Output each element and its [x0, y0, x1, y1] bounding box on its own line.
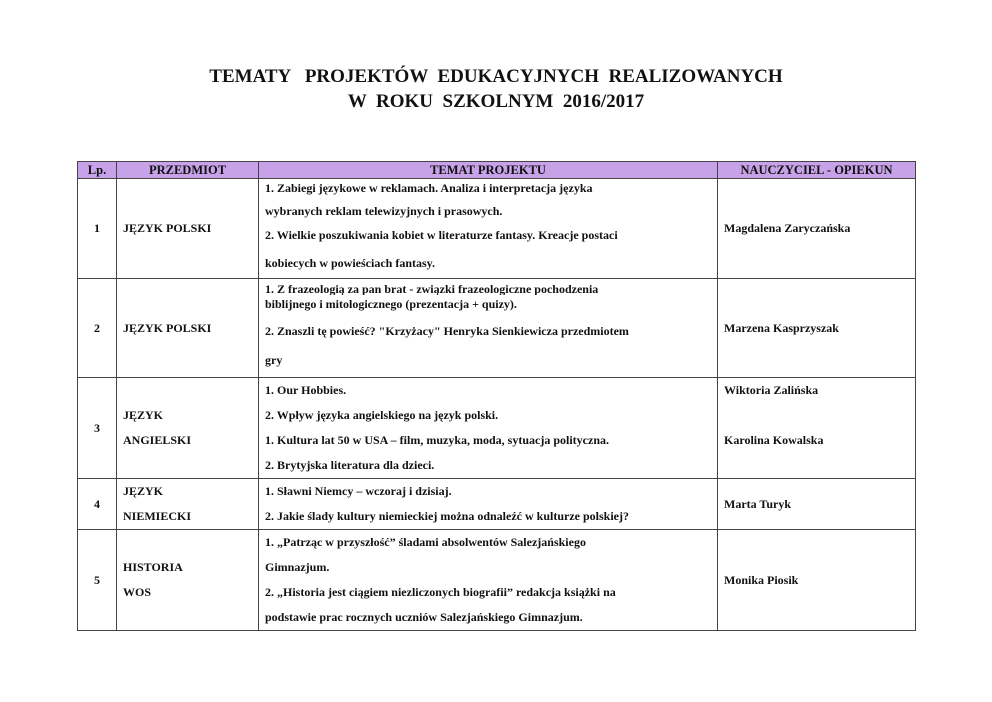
row-topics: [259, 279, 718, 378]
topic-line: 1. Zabiegi językowe w reklamach. Analiza i interpretacja języka: [265, 181, 593, 195]
page-title: [0, 64, 992, 114]
teacher-name: Karolina Kowalska: [724, 433, 824, 447]
topic-line: wybranych reklam telewizyjnych i prasowych.: [265, 204, 503, 218]
topic-line: 2. Wpływ języka angielskiego na język polski.: [265, 408, 499, 422]
teacher-name: Wiktoria Zalińska: [724, 383, 819, 397]
teacher-name: Monika Piosik: [724, 572, 799, 587]
subject-line: HISTORIA: [123, 560, 183, 574]
topic-line: 1. Our Hobbies.: [265, 383, 347, 397]
table-row: [78, 479, 916, 530]
row-subject: [117, 530, 259, 631]
topic-line: 1. „Patrząc w przyszłość” śladami absolwentów Salezjańskiego: [265, 535, 586, 549]
row-number: 5: [78, 530, 117, 631]
topic-line: 1. Z frazeologią za pan brat - związki frazeologiczne pochodzenia: [265, 282, 599, 295]
table-header-row: [78, 162, 916, 179]
header-topic: TEMAT PROJEKTU: [259, 162, 718, 179]
row-subject: [117, 179, 259, 279]
row-teacher: [718, 530, 916, 631]
topic-line: podstawie prac rocznych uczniów Salezjańskiego Gimnazjum.: [265, 610, 583, 624]
row-subject: [117, 479, 259, 530]
subject-line: JĘZYK: [123, 408, 164, 422]
subject-line: JĘZYK POLSKI: [123, 221, 212, 235]
topic-line: 2. Wielkie poszukiwania kobiet w literaturze fantasy. Kreacje postaci: [265, 228, 618, 242]
topic-line: 2. Jakie ślady kultury niemieckiej można odnaleźć w kulturze polskiej?: [265, 509, 629, 523]
title-line-1: TEMATY PROJEKTÓW EDUKACYJNYCH REALIZOWANYCH: [209, 66, 783, 87]
row-teacher: [718, 479, 916, 530]
spacer: [718, 403, 915, 428]
title-line-2: W ROKU SZKOLNYM 2016/2017: [347, 91, 645, 112]
subject-line: NIEMIECKI: [123, 509, 192, 523]
teacher-name: Magdalena Zaryczańska: [724, 221, 851, 235]
topic-line: 2. Brytyjska literatura dla dzieci.: [265, 458, 435, 472]
topic-line: 1. Kultura lat 50 w USA – film, muzyka, moda, sytuacja polityczna.: [265, 433, 610, 447]
teacher-name: Marta Turyk: [724, 496, 792, 511]
row-topics: [259, 179, 718, 279]
row-teacher: [718, 279, 916, 378]
row-topics: [259, 378, 718, 479]
topic-line: gry: [265, 353, 283, 367]
row-number: 4: [78, 479, 117, 530]
subject-line: ANGIELSKI: [123, 433, 192, 447]
header-teacher: NAUCZYCIEL - OPIEKUN: [718, 162, 916, 179]
topic-line: kobiecych w powieściach fantasy.: [265, 256, 436, 270]
row-teacher: [718, 378, 916, 479]
row-subject: [117, 378, 259, 479]
row-number: 3: [78, 378, 117, 479]
table-row: [78, 179, 916, 279]
subject-line: JĘZYK POLSKI: [123, 320, 212, 335]
topic-line: Gimnazjum.: [265, 560, 330, 574]
topic-line: 2. Znaszli tę powieść? "Krzyżacy" Henryka Sienkiewicza przedmiotem: [265, 324, 629, 338]
row-number: 2: [78, 279, 117, 378]
topic-line: biblijnego i mitologicznego (prezentacja + quizy).: [265, 297, 517, 311]
header-subject: PRZEDMIOT: [117, 162, 259, 179]
row-topics: [259, 479, 718, 530]
header-lp: Lp.: [78, 162, 117, 179]
topic-line: 2. „Historia jest ciągiem niezliczonych biografii” redakcja książki na: [265, 585, 616, 599]
projects-table: [77, 161, 916, 631]
subject-line: WOS: [123, 585, 152, 599]
subject-line: JĘZYK: [123, 484, 164, 498]
table-row: [78, 530, 916, 631]
row-subject: [117, 279, 259, 378]
table-row: [78, 279, 916, 378]
topic-line: 1. Sławni Niemcy – wczoraj i dzisiaj.: [265, 484, 452, 498]
table-row: [78, 378, 916, 479]
row-topics: [259, 530, 718, 631]
row-number: 1: [78, 179, 117, 279]
row-teacher: [718, 179, 916, 279]
teacher-name: Marzena Kasprzyszak: [724, 320, 839, 335]
